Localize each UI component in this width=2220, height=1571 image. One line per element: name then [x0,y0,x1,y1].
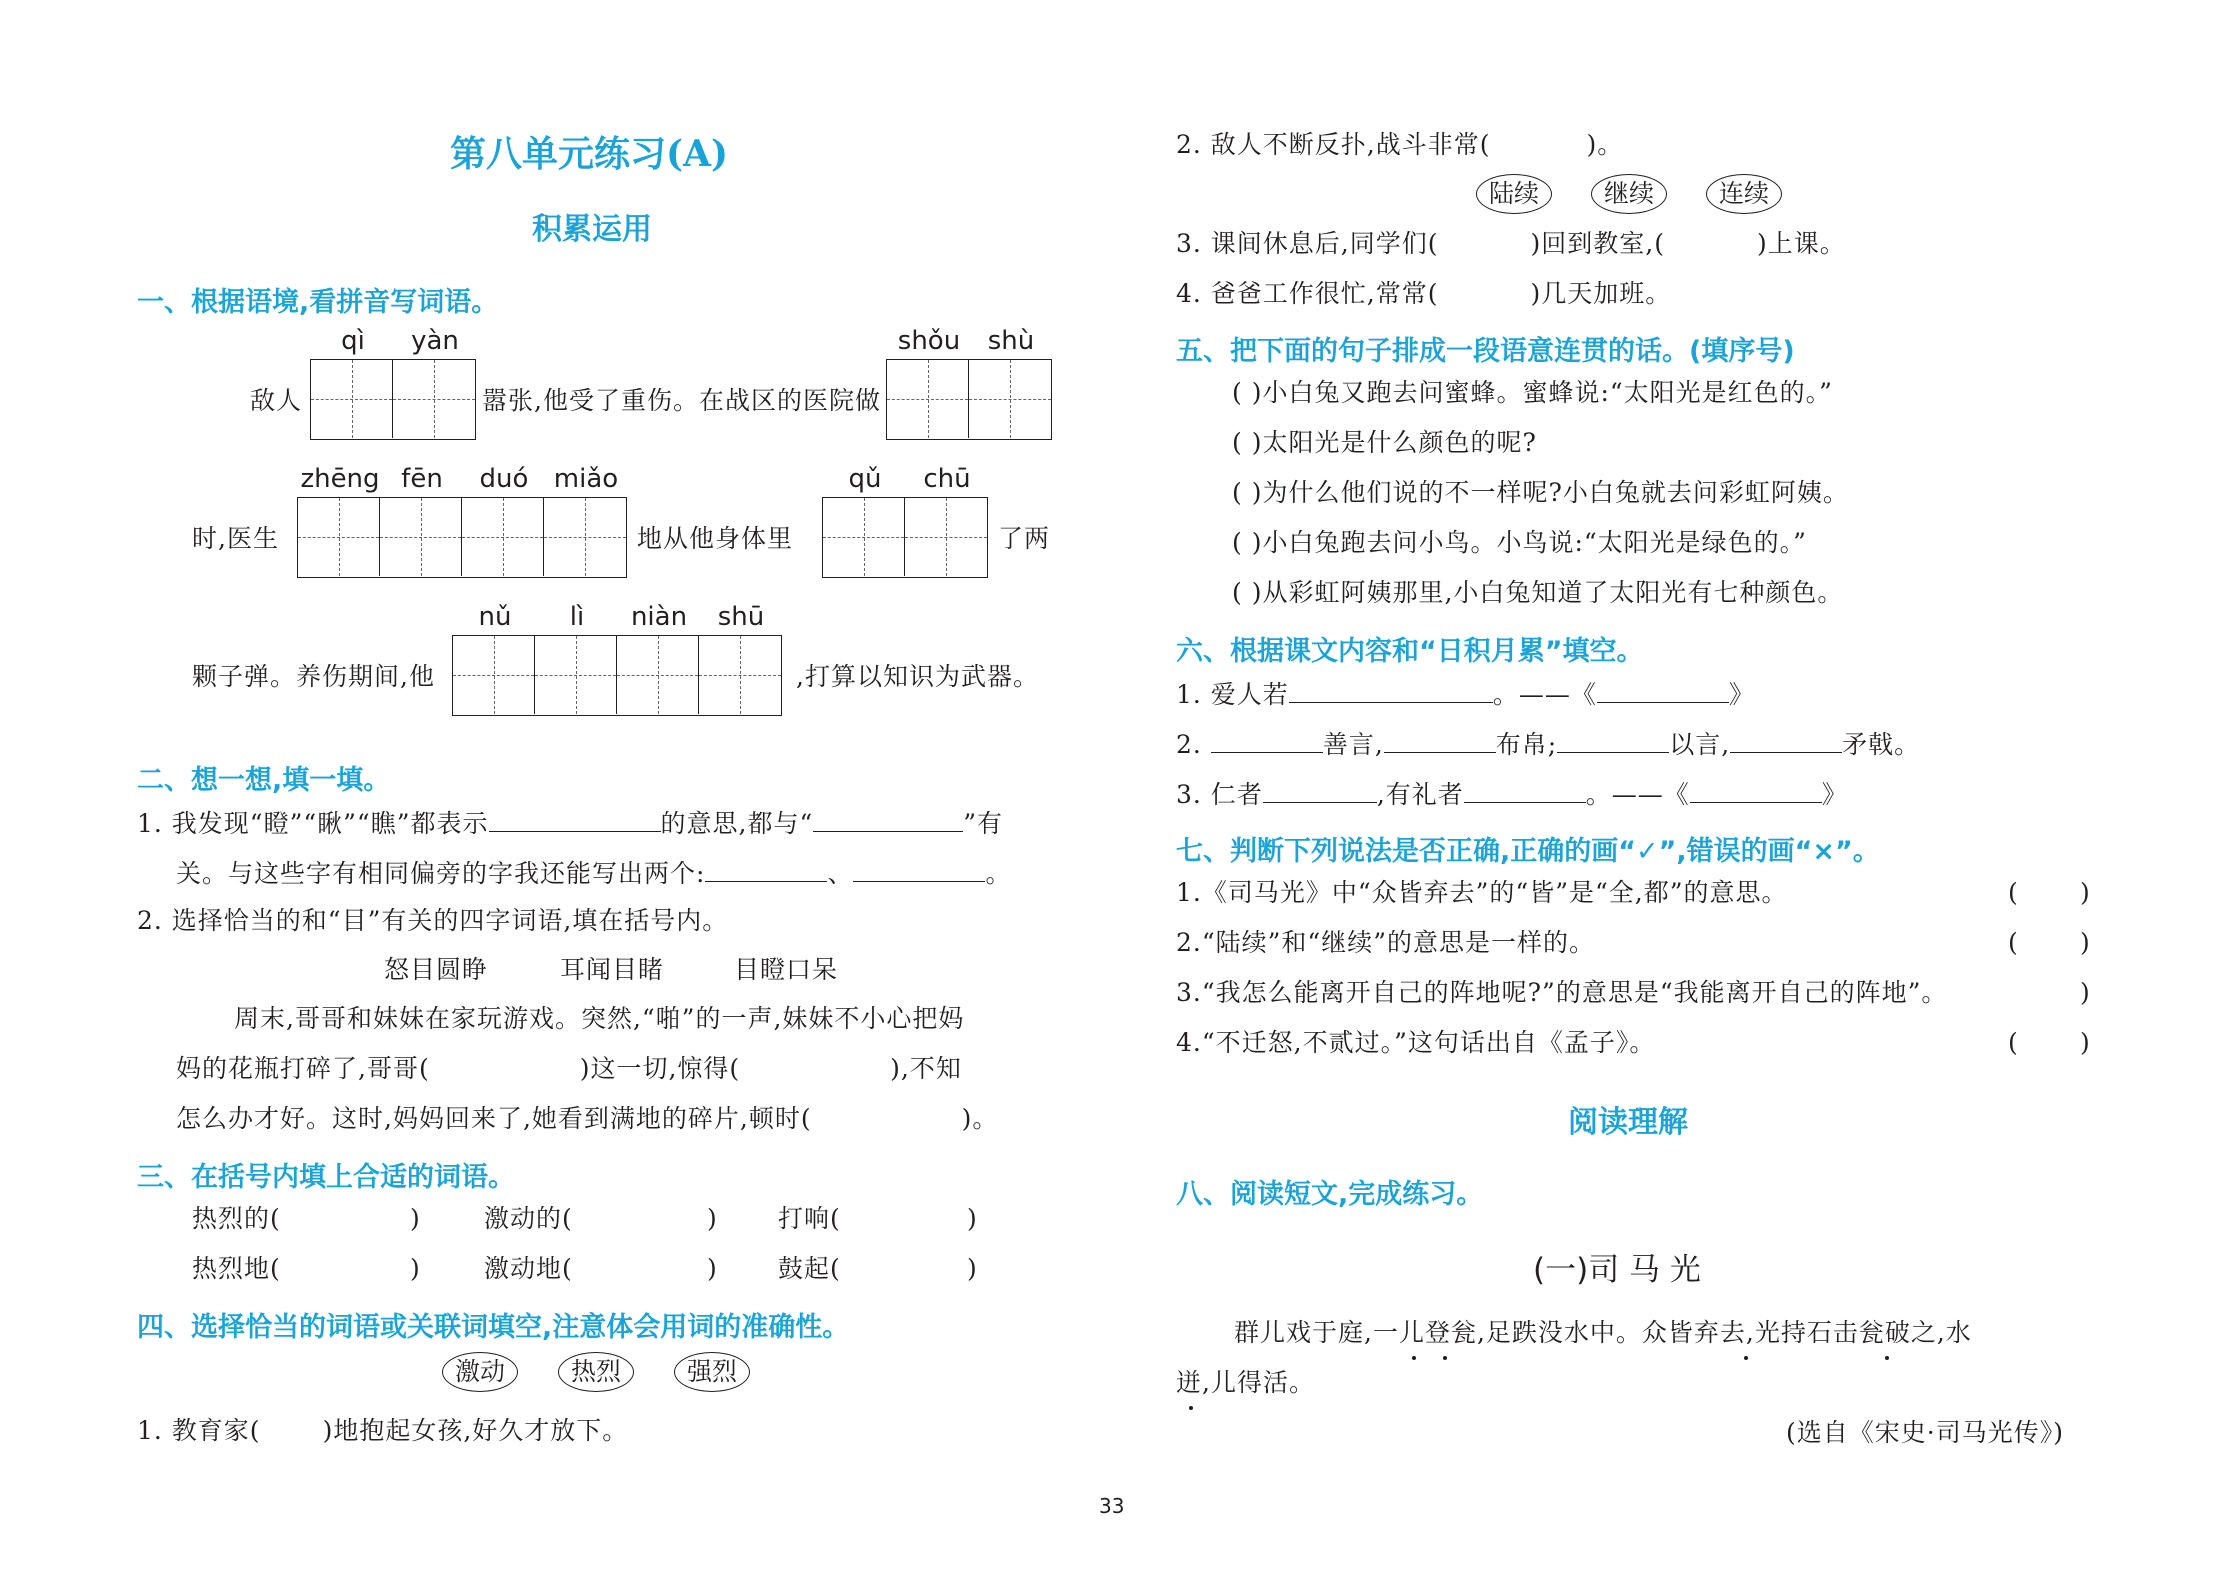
sentence-text: 颗子弹。养伤期间,他 [192,662,435,691]
question-2-heading: 二、想一想,填一填。 [137,765,391,796]
ordering-item: ( )太阳光是什么颜色的呢? [1232,428,1537,457]
word-choice: 目瞪口呆 [734,955,839,984]
writing-grid[interactable] [297,497,627,578]
text: 矛戟。 [1842,730,1921,759]
passage-line: 群儿戏于庭,一儿登瓮,足跌没水中。众皆弃去,光持石击瓮破之,水 [1234,1318,1972,1347]
answer-line[interactable] [813,809,963,832]
word-oval: 继续 [1591,174,1667,214]
answer-line[interactable] [489,809,661,832]
emphasis-dot [1443,1356,1447,1360]
writing-grid[interactable] [310,359,476,440]
text: 以言, [1669,730,1731,759]
fill-item: ) [410,1204,421,1233]
ordering-item: ( )为什么他们说的不一样呢?小白兔就去问彩虹阿姨。 [1232,478,1849,507]
question-7-heading: 七、判断下列说法是否正确,正确的画“✓”,错误的画“×”。 [1176,836,1880,867]
text: 》 [1728,680,1755,709]
answer-line[interactable] [705,859,827,882]
text: ),不知 [890,1054,962,1083]
text: 布帛; [1495,730,1558,759]
question-1-heading: 一、根据语境,看拼音写词语。 [137,287,499,318]
question-2-1-cont [176,859,1011,886]
text: 关。与这些字有相同偏旁的字我还能写出两个: [176,859,706,888]
pinyin: niàn [630,602,688,632]
pinyin: fēn [401,464,443,494]
page-number: 33 [1099,1494,1125,1518]
writing-grid[interactable] [886,359,1052,440]
pinyin: shū [717,602,765,632]
question-4-4 [1176,281,1671,306]
question-4-2 [1176,132,1623,157]
answer-paren-open[interactable]: ( [2008,928,2019,957]
emphasis-dot [1189,1406,1193,1410]
text: 3. 仁者 [1176,780,1263,809]
text: )回到教室,( [1530,229,1665,258]
question-6-2 [1176,730,1920,757]
ordering-item: ( )小白兔跑去问小鸟。小鸟说:“太阳光是绿色的。” [1232,528,1807,557]
answer-line[interactable] [1384,730,1496,753]
text: 妈的花瓶打碎了,哥哥( [176,1054,430,1083]
word-oval: 强烈 [674,1352,750,1392]
pinyin: zhēng [300,464,380,494]
answer-line[interactable] [1597,680,1729,703]
fill-item: ) [707,1254,718,1283]
fill-item: ) [967,1204,978,1233]
question-6-3 [1176,780,1848,807]
word-oval: 激动 [442,1352,518,1392]
fill-item: 热烈地( [192,1254,281,1283]
text: 。 [985,859,1012,888]
pinyin: duó [479,464,529,494]
fill-item: 鼓起( [778,1254,841,1283]
answer-paren-open[interactable]: ( [2008,878,2019,907]
pinyin: qì [341,326,365,356]
sentence-text: 敌人 [250,386,303,415]
answer-paren-close: ) [2080,1028,2091,1057]
text: 1. 我发现“瞪”“瞅”“瞧”都表示 [137,809,489,838]
text: )这一切,惊得( [579,1054,741,1083]
judgement-item: 4.“不迁怒,不贰过。”这句话出自《孟子》。 [1176,1028,1656,1057]
question-4-3 [1176,231,1846,256]
pinyin: shǒu [897,326,961,356]
pinyin: chū [923,464,971,494]
section-heading-accumulation: 积累运用 [532,212,652,247]
answer-paren-close: ) [2080,928,2091,957]
emphasis-dot [1885,1356,1889,1360]
text: 怎么办才好。这时,妈妈回来了,她看到满地的碎片,顿时( [176,1104,812,1133]
answer-line[interactable] [1557,730,1669,753]
sentence-text: 时,医生 [192,524,279,553]
fill-item: 热烈的( [192,1204,281,1233]
answer-line[interactable] [1289,680,1493,703]
text: 3. 课间休息后,同学们( [1176,229,1439,258]
text: )几天加班。 [1530,279,1672,308]
answer-line[interactable] [1464,780,1586,803]
pinyin: qǔ [848,464,882,494]
text: )上课。 [1756,229,1846,258]
answer-line[interactable] [1211,730,1323,753]
judgement-item: 3.“我怎么能离开自己的阵地呢?”的意思是“我能离开自己的阵地”。 [1176,978,1948,1007]
question-2-2: 2. 选择恰当的和“目”有关的四字词语,填在括号内。 [137,906,729,935]
text: 1. 爱人若 [1176,680,1289,709]
fill-item: 激动的( [484,1204,573,1233]
question-2-1 [137,809,1003,836]
text: 》 [1821,780,1848,809]
text: 的意思,都与“ [660,809,814,838]
sentence-text: 地从他身体里 [637,524,794,553]
text: 、 [827,859,854,888]
writing-grid[interactable] [822,497,988,578]
text: ,有礼者 [1376,780,1464,809]
emphasis-dot [1744,1356,1748,1360]
pinyin: lì [569,602,585,632]
word-choice: 耳闻目睹 [560,955,665,984]
text: 2. [1176,730,1211,759]
answer-paren-open[interactable]: ( [2008,1028,2019,1057]
pinyin: nǔ [478,602,512,632]
question-8-heading: 八、阅读短文,完成练习。 [1176,1179,1484,1210]
paragraph-line: 周末,哥哥和妹妹在家玩游戏。突然,“啪”的一声,妹妹不小心把妈 [234,1004,965,1033]
section-heading-reading: 阅读理解 [1568,1105,1688,1140]
passage-title: (一)司 马 光 [1533,1252,1701,1288]
text: 1. 教育家( [137,1416,261,1445]
pinyin: shù [987,326,1035,356]
question-4-1 [137,1418,628,1443]
paragraph-line [176,1056,962,1081]
emphasis-dot [1412,1356,1416,1360]
pinyin: miǎo [553,464,619,494]
sentence-text: ,打算以知识为武器。 [796,662,1039,691]
text: 4. 爸爸工作很忙,常常( [1176,279,1439,308]
sentence-text: 了两 [998,524,1051,553]
answer-line[interactable] [853,859,985,882]
judgement-item: 2.“陆续”和“继续”的意思是一样的。 [1176,928,1595,957]
fill-item: 激动地( [484,1254,573,1283]
ordering-item: ( )从彩虹阿姨那里,小白兔知道了太阳光有七种颜色。 [1232,578,1844,607]
answer-paren-close: ) [2080,878,2091,907]
fill-item: 打响( [778,1204,841,1233]
text: )。 [1586,130,1624,159]
source-citation: (选自《宋史·司马光传》) [1786,1418,2064,1447]
answer-line[interactable] [1730,730,1842,753]
answer-paren-close: ) [2080,978,2091,1007]
question-5-heading: 五、把下面的句子排成一段语意连贯的话。(填序号) [1176,336,1795,367]
text: 2. 敌人不断反扑,战斗非常( [1176,130,1491,159]
fill-item: ) [410,1254,421,1283]
answer-line[interactable] [1690,780,1822,803]
sentence-text: 嚣张,他受了重伤。在战区的医院做 [482,386,881,415]
answer-line[interactable] [1263,780,1377,803]
text: 。——《 [1492,680,1597,709]
text: )。 [961,1104,999,1133]
pinyin: yàn [411,326,459,356]
judgement-item: 1.《司马光》中“众皆弃去”的“皆”是“全,都”的意思。 [1176,878,1788,907]
fill-item: ) [967,1254,978,1283]
ordering-item: ( )小白兔又跑去问蜜蜂。蜜蜂说:“太阳光是红色的。” [1232,378,1833,407]
fill-item: ) [707,1204,718,1233]
paragraph-line [176,1106,998,1131]
word-oval: 陆续 [1476,174,1552,214]
text: 。——《 [1585,780,1690,809]
word-choice: 怒目圆睁 [384,955,489,984]
text: ”有 [963,809,1004,838]
text: )地抱起女孩,好久才放下。 [322,1416,629,1445]
page-title: 第八单元练习(A) [450,133,728,175]
question-3-heading: 三、在括号内填上合适的词语。 [137,1162,515,1193]
passage-line: 迸,儿得活。 [1176,1368,1315,1397]
question-6-1 [1176,680,1755,707]
word-oval: 连续 [1706,174,1782,214]
text: 善言, [1322,730,1384,759]
question-6-heading: 六、根据课文内容和“日积月累”填空。 [1176,636,1644,667]
question-4-heading: 四、选择恰当的词语或关联词填空,注意体会用词的准确性。 [137,1312,850,1343]
word-oval: 热烈 [558,1352,634,1392]
writing-grid[interactable] [452,635,782,716]
